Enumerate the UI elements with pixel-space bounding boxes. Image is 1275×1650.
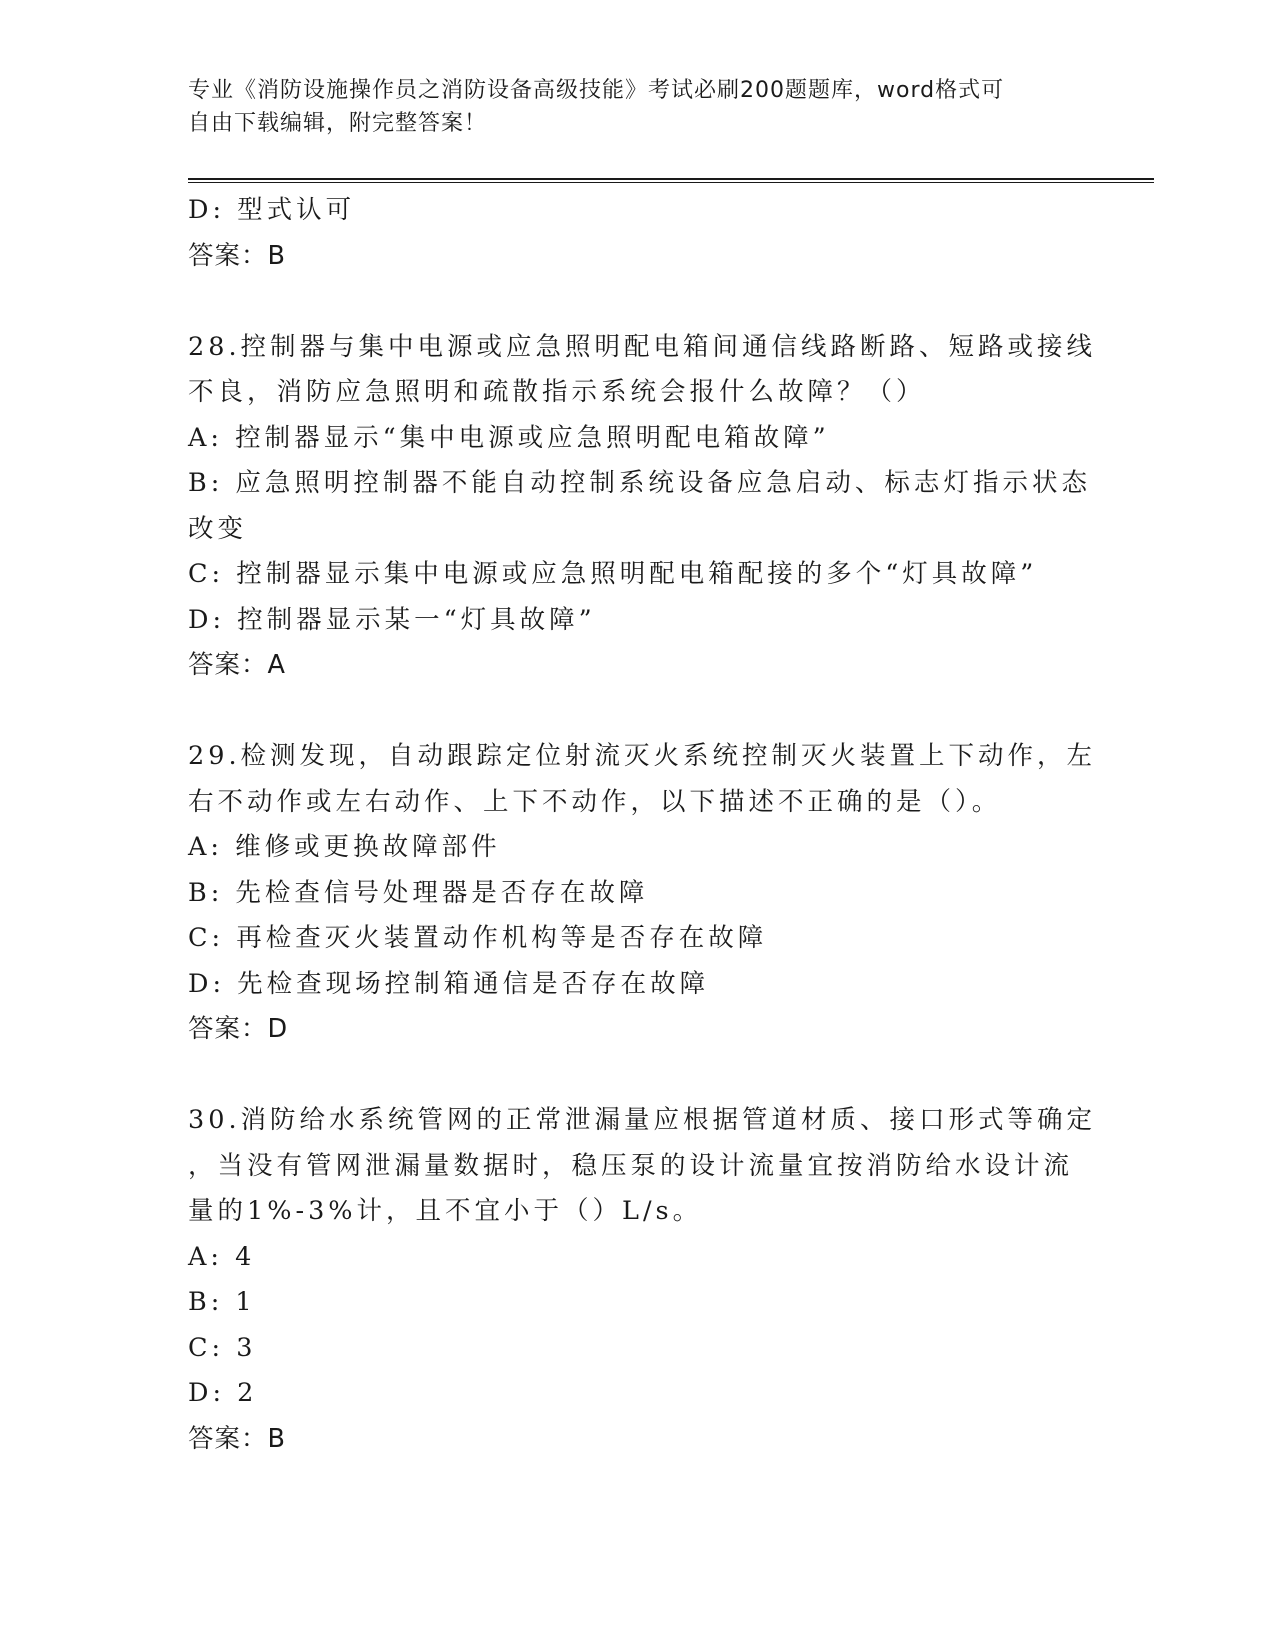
question-stem: 不良，消防应急照明和疏散指示系统会报什么故障？（）	[188, 377, 926, 407]
spacer	[188, 1053, 1088, 1099]
option-d: D: 先检查现场控制箱通信是否存在故障	[188, 968, 710, 999]
question-stem: ，当没有管网泄漏量数据时，稳压泵的设计流量宜按消防给水设计流	[188, 1150, 1074, 1181]
option-a: A: 控制器显示“集中电源或应急照明配电箱故障”	[188, 422, 830, 453]
header-line-2: 自由下载编辑，附完整答案！	[188, 111, 488, 136]
option-d: D: 2	[188, 1378, 258, 1408]
option-b: B: 1	[188, 1287, 256, 1317]
question-29	[188, 734, 1097, 1053]
spacer	[188, 279, 1088, 325]
answer: 答案：A	[188, 650, 286, 680]
option-a: A: 4	[188, 1241, 256, 1272]
option-c: C: 3	[188, 1332, 257, 1363]
question-stem: 28.控制器与集中电源或应急照明配电箱间通信线路断路、短路或接线	[188, 331, 1097, 362]
question-28	[188, 325, 1097, 689]
option-c: C: 再检查灭火装置动作机构等是否存在故障	[188, 923, 768, 953]
answer: 答案：B	[188, 240, 286, 271]
option-d: D: 控制器显示某一“灯具故障”	[188, 604, 596, 635]
question-30	[188, 1098, 1097, 1462]
document-body	[188, 188, 1097, 1462]
question-stem: 29.检测发现，自动跟踪定位射流灭火系统控制灭火装置上下动作，左	[188, 741, 1097, 771]
option-d: D: 型式认可	[188, 195, 356, 225]
spacer	[188, 689, 1088, 735]
answer: 答案：D	[188, 1014, 289, 1044]
option-a: A: 维修或更换故障部件	[188, 832, 501, 862]
option-b: B: 先检查信号处理器是否存在故障	[188, 877, 649, 908]
previous-question-tail	[188, 188, 1088, 279]
option-c: C: 控制器显示集中电源或应急照明配电箱配接的多个“灯具故障”	[188, 559, 1038, 589]
header-divider	[188, 178, 1154, 183]
header-line-1: 专业《消防设施操作员之消防设备高级技能》考试必刷200题题库，word格式可	[188, 78, 1005, 103]
option-b: B: 应急照明控制器不能自动控制系统设备应急启动、标志灯指示状态	[188, 468, 1091, 498]
option-b-continued: 改变	[188, 513, 248, 544]
question-stem: 量的1%-3%计，且不宜小于（）L/s。	[188, 1196, 703, 1226]
question-stem: 30.消防给水系统管网的正常泄漏量应根据管道材质、接口形式等确定	[188, 1105, 1097, 1135]
page-header	[188, 74, 1068, 140]
answer: 答案：B	[188, 1423, 286, 1454]
question-stem: 右不动作或左右动作、上下不动作，以下描述不正确的是（）。	[188, 786, 1002, 817]
